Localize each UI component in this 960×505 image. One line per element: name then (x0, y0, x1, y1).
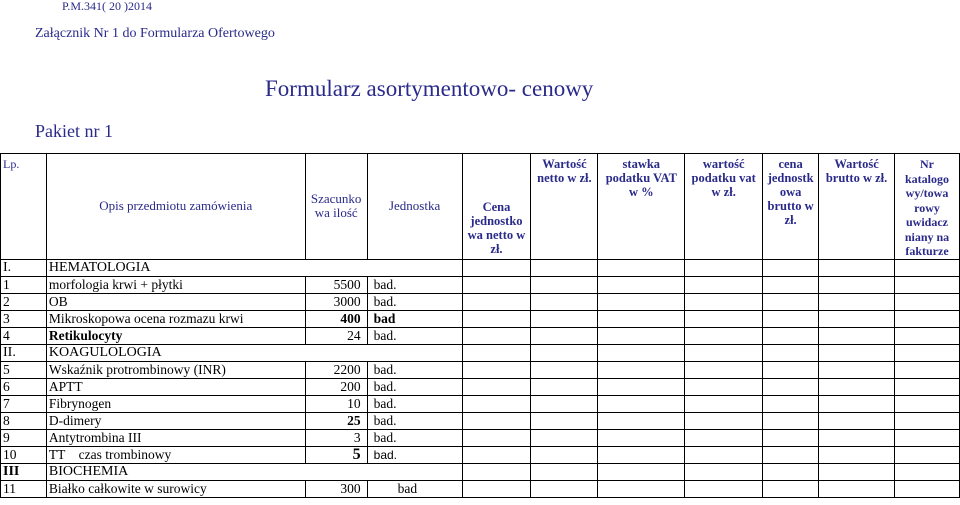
row-lp: 8 (1, 412, 47, 429)
header-vat-rate: stawka podatku VAT w % (598, 154, 685, 260)
table-row (1, 446, 960, 463)
section-name: HEMATOLOGIA (46, 259, 462, 276)
row-qty: 5500 (305, 276, 367, 293)
header-qty: Szacunko wa ilość (305, 154, 367, 260)
table-row (1, 361, 960, 378)
row-unit: bad. (367, 395, 462, 412)
row-name: morfologia krwi + płytki (46, 276, 305, 293)
row-name: APTT (46, 378, 305, 395)
header-catalog-number: Nr katalogo wy/towa rowy uwidacz niany na fakturze (894, 154, 959, 260)
row-name: Fibrynogen (46, 395, 305, 412)
section-number: III (1, 463, 47, 480)
table-row (1, 395, 960, 412)
row-lp: 4 (1, 327, 47, 344)
table-row (1, 412, 960, 429)
row-unit: bad. (367, 361, 462, 378)
header-description: Opis przedmiotu zamówienia (46, 154, 305, 260)
header-gross-value: Wartość brutto w zł. (819, 154, 895, 260)
row-qty: 5 (305, 446, 367, 463)
header-net-value: Wartość netto w zł. (531, 154, 598, 260)
section-name: KOAGULOLOGIA (46, 344, 462, 361)
row-qty: 300 (305, 480, 367, 497)
table-header-row (1, 154, 960, 260)
row-name: Retikulocyty (46, 327, 305, 344)
row-lp: 1 (1, 276, 47, 293)
table-row (1, 293, 960, 310)
row-unit: bad (367, 480, 462, 497)
table-row (1, 429, 960, 446)
row-name: Antytrombina III (46, 429, 305, 446)
row-lp: 2 (1, 293, 47, 310)
table-row (1, 378, 960, 395)
row-name: OB (46, 293, 305, 310)
header-unit: Jednostka (367, 154, 462, 260)
header-vat-value: wartość podatku vat w zł. (685, 154, 763, 260)
row-lp: 11 (1, 480, 47, 497)
price-form-table (0, 153, 960, 498)
row-unit: bad. (367, 429, 462, 446)
row-name: TT czas trombinowy (46, 446, 305, 463)
row-unit: bad. (367, 446, 462, 463)
row-unit: bad. (367, 293, 462, 310)
row-lp: 7 (1, 395, 47, 412)
table-row (1, 480, 960, 497)
row-qty: 2200 (305, 361, 367, 378)
header-unit-gross-price: cena jednostk owa brutto w zł. (763, 154, 819, 260)
row-qty: 400 (305, 310, 367, 327)
row-lp: 9 (1, 429, 47, 446)
row-name: Wskaźnik protrombinowy (INR) (46, 361, 305, 378)
section-row (1, 344, 960, 361)
row-qty: 10 (305, 395, 367, 412)
section-name: BIOCHEMIA (46, 463, 462, 480)
row-unit: bad. (367, 412, 462, 429)
row-qty: 200 (305, 378, 367, 395)
row-unit: bad. (367, 276, 462, 293)
row-name: D-dimery (46, 412, 305, 429)
section-number: II. (1, 344, 47, 361)
header-unit-net-price: Cena jednostko wa netto w zł. (462, 154, 531, 260)
table-row (1, 327, 960, 344)
row-unit: bad. (367, 378, 462, 395)
row-name: Mikroskopowa ocena rozmazu krwi (46, 310, 305, 327)
row-lp: 3 (1, 310, 47, 327)
annex-label: Załącznik Nr 1 do Formularza Ofertowego (35, 26, 275, 41)
row-qty: 24 (305, 327, 367, 344)
section-row (1, 259, 960, 276)
row-unit: bad. (367, 327, 462, 344)
table-row (1, 276, 960, 293)
section-row (1, 463, 960, 480)
row-qty: 25 (305, 412, 367, 429)
row-lp: 10 (1, 446, 47, 463)
table-row (1, 310, 960, 327)
package-label: Pakiet nr 1 (35, 121, 113, 141)
row-name: Białko całkowite w surowicy (46, 480, 305, 497)
section-number: I. (1, 259, 47, 276)
row-lp: 5 (1, 361, 47, 378)
page-title: Formularz asortymentowo- cenowy (265, 76, 594, 101)
row-qty: 3 (305, 429, 367, 446)
row-unit: bad (367, 310, 462, 327)
document-reference: P.M.341( 20 )2014 (62, 0, 153, 13)
row-qty: 3000 (305, 293, 367, 310)
row-lp: 6 (1, 378, 47, 395)
header-lp: Lp. (1, 154, 47, 260)
